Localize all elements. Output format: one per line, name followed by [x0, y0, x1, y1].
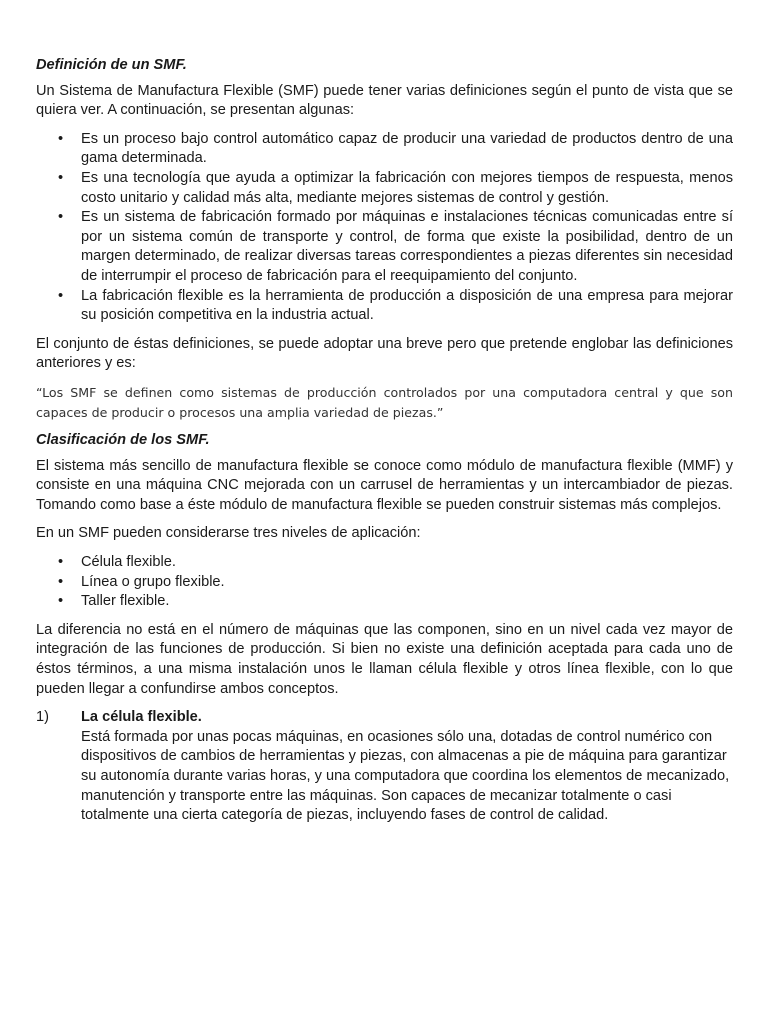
- item-title: La célula flexible.: [81, 709, 202, 726]
- list-item: • Línea o grupo flexible.: [36, 573, 733, 593]
- list-item: • Taller flexible.: [36, 592, 733, 612]
- list-item: • Es una tecnología que ayuda a optimizar la fabricación con mejores tiempos de respuesta, menos costo unitario y calidad más alta, mediante mejores sistemas de control y gestión.: [36, 169, 733, 208]
- levels-intro-paragraph: En un SMF pueden considerarse tres niveles de aplicación:: [36, 525, 421, 542]
- section-heading-clasificacion: Clasificación de los SMF.: [36, 432, 210, 449]
- list-item: • Es un proceso bajo control automático capaz de producir una variedad de productos dentro de una gama determinada.: [36, 130, 733, 169]
- list-item: • Célula flexible.: [36, 553, 733, 573]
- levels-list: [36, 553, 733, 612]
- definitions-list: [36, 130, 733, 326]
- mmf-paragraph: El sistema más sencillo de manufactura flexible se conoce como módulo de manufactura flexible (MMF) y consiste en una máquina CNC mejorada con un carrusel de herramientas y un intercambiador de piezas. Tomando como base a éste módulo de manufactura flexible se pueden construir sistemas más complejos.: [36, 457, 733, 513]
- item-body: Está formada por unas pocas máquinas, en ocasiones sólo una, dotadas de control numérico con dispositivos de cambios de herramientas y piezas, con almacenas a pie de máquina para garantizar su autonomía durante varias horas, y una computadora que coordina los elementos de mecanizado, manutención y transporte entre las máquinas. Son capaces de mecanizar totalmente o casi totalmente una cierta categoría de piezas, incluyendo fases de control de calidad.: [81, 728, 730, 824]
- item-number: 1): [36, 709, 49, 726]
- definition-quote: “Los SMF se definen como sistemas de producción controlados por una computadora central y que son capaces de producir o procesos una amplia variedad de piezas.”: [36, 384, 733, 420]
- numbered-item-celula: [36, 708, 733, 826]
- numbered-list: [36, 708, 733, 826]
- summary-paragraph: El conjunto de éstas definiciones, se puede adoptar una breve pero que pretende englobar las definiciones anteriores y es:: [36, 335, 733, 372]
- section-heading-definicion: Definición de un SMF.: [36, 57, 187, 73]
- list-item: • Es un sistema de fabricación formado por máquinas e instalaciones técnicas comunicadas entre sí por un sistema común de transporte y control, de forma que existe la posibilidad, dentro de un margen determinado, de realizar diversas tareas correspondientes a piezas diferentes sin necesidad de interrumpir el proceso de fabricación para el reequipamiento del conjunto.: [36, 208, 733, 286]
- document-page: [36, 56, 733, 826]
- list-item: • La fabricación flexible es la herramienta de producción a disposición de una empresa para mejorar su posición competitiva en la industria actual.: [36, 287, 733, 326]
- difference-paragraph: La diferencia no está en el número de máquinas que las componen, sino en un nivel cada vez mayor de integración de las funciones de producción. Si bien no existe una definición aceptada para cada uno de éstos términos, a una misma instalación unos le llaman célula flexible y otros línea flexible, con lo que pueden llegar a confundirse ambos conceptos.: [36, 621, 733, 697]
- intro-paragraph: Un Sistema de Manufactura Flexible (SMF) puede tener varias definiciones según el punto de vista que se quiera ver. A continuación, se presentan algunas:: [36, 82, 733, 119]
